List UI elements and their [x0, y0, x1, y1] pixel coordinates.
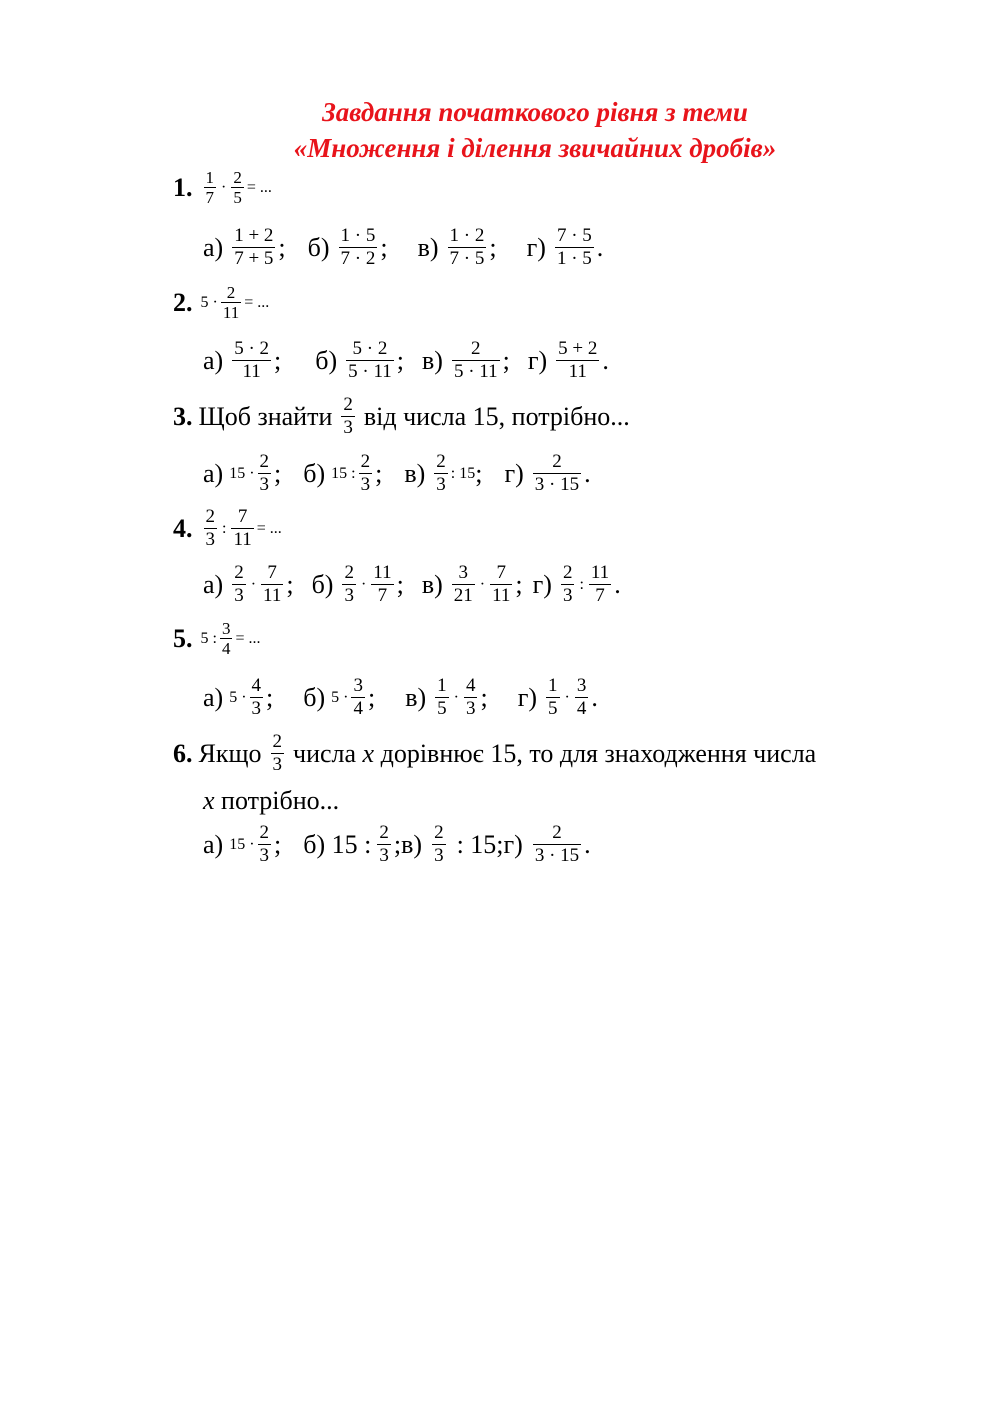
option-g-f1[interactable]: $\frac{1}{5}$	[548, 675, 558, 719]
option-g[interactable]: $\frac{2}{3 \cdot 15}$	[534, 451, 580, 495]
option-b[interactable]: $\frac{1 \cdot 5}{7 \cdot 2}$	[340, 225, 376, 269]
task-6-question: 6. Якщо $\frac{2}{3}$ числа x дорівнює 15, то для знаходження числа	[173, 731, 817, 775]
option-g-f2[interactable]: $\frac{11}{7}$	[590, 562, 610, 606]
task-5-question: 5. 5 : $\frac{3}{4}$ = ...	[173, 619, 261, 658]
task-2-options: а) $\frac{5 \cdot 2}{11}$ ; б) $\frac{5 \cdot 2}{5 \cdot 11}$ ; в) $\frac{2}{5 \cdot 11}$ ; г) $\frac{5 + 2}{11}$ .	[203, 338, 609, 382]
fraction: $\frac{7}{11}$	[233, 506, 252, 550]
option-b[interactable]: $\frac{3}{4}$	[353, 675, 363, 719]
task-3-options: а) 15 · $\frac{2}{3}$ ; б) 15 : $\frac{2}{3}$ ; в) $\frac{2}{3}$ : 15 ; г) $\frac{2}{3 \cdot 15}$ .	[203, 451, 591, 495]
option-v-f2[interactable]: $\frac{4}{3}$	[465, 675, 476, 719]
option-v-f1[interactable]: $\frac{3}{21}$	[453, 562, 473, 606]
option-g-f1[interactable]: $\frac{2}{3}$	[562, 562, 573, 606]
task-4-question: 4. $\frac{2}{3}$ : $\frac{7}{11}$ = ...	[173, 506, 282, 550]
option-g[interactable]: $\frac{2}{3 \cdot 15}$	[534, 822, 580, 866]
option-g[interactable]: $\frac{7 \cdot 5}{1 \cdot 5}$	[556, 225, 592, 269]
fraction: $\frac{2}{3}$	[272, 731, 282, 775]
fraction: $\frac{2}{3}$	[205, 506, 215, 550]
title-line-1: Завдання початкового рівня з теми	[322, 97, 748, 127]
task-1-options: а) $\frac{1 + 2}{7 + 5}$ ; б) $\frac{1 \cdot 5}{7 \cdot 2}$ ; в) $\frac{1 \cdot 2}{7 \cdot 5}$ ; г) $\frac{7 \cdot 5}{1 \cdot 5}$ .	[203, 225, 604, 269]
task-6-options: а) 15 · $\frac{2}{3}$ ; б) 15 : $\frac{2}{3}$ ;в) $\frac{2}{3}$ : 15;г) $\frac{2}{3 \cdot 15}$ .	[203, 822, 591, 866]
fraction: $\frac{2}{3}$	[343, 394, 353, 438]
task-6-question-cont: x потрібно...	[203, 786, 340, 815]
title-line-2: «Множення і ділення звичайних дробів»	[293, 133, 777, 163]
task-1-question: 1. $\frac{1}{7}$ · $\frac{2}{5}$ = ...	[173, 168, 272, 207]
option-v-f2[interactable]: $\frac{7}{11}$	[492, 562, 511, 606]
option-v[interactable]: $\frac{2}{3}$	[434, 822, 444, 866]
option-a[interactable]: $\frac{1 + 2}{7 + 5}$	[234, 225, 274, 269]
option-b-f1[interactable]: $\frac{2}{3}$	[344, 562, 354, 606]
option-a[interactable]: $\frac{2}{3}$	[259, 451, 270, 495]
option-v-f1[interactable]: $\frac{1}{5}$	[437, 675, 447, 719]
task-3-question: 3. Щоб знайти $\frac{2}{3}$ від числа 15, потрібно...	[173, 394, 630, 438]
option-a-f1[interactable]: $\frac{2}{3}$	[234, 562, 244, 606]
option-b[interactable]: $\frac{2}{3}$	[360, 451, 371, 495]
option-v[interactable]: $\frac{2}{3}$	[436, 451, 446, 495]
option-a[interactable]: $\frac{2}{3}$	[259, 822, 270, 866]
task-4-options: а) $\frac{2}{3}$ · $\frac{7}{11}$ ; б) $\frac{2}{3}$ · $\frac{11}{7}$ ; в) $\frac{3}{21}$ · $\frac{7}{11}$ ; г) $\frac{2}{3}$ : $\frac{11}{7}$ .	[203, 562, 621, 606]
option-a-f2[interactable]: $\frac{7}{11}$	[263, 562, 282, 606]
option-g[interactable]: $\frac{5 + 2}{11}$	[558, 338, 598, 382]
fraction: $\frac{3}{4}$	[221, 619, 231, 658]
option-a[interactable]: $\frac{5 \cdot 2}{11}$	[234, 338, 270, 382]
task-5-options: а) 5 · $\frac{4}{3}$ ; б) 5 · $\frac{3}{4}$ ; в) $\frac{1}{5}$ · $\frac{4}{3}$ ; г) $\frac{1}{5}$ · $\frac{3}{4}$ .	[203, 675, 598, 719]
option-v[interactable]: $\frac{1 \cdot 2}{7 \cdot 5}$	[449, 225, 485, 269]
fraction: $\frac{2}{5}$	[233, 168, 242, 207]
option-g-f2[interactable]: $\frac{3}{4}$	[576, 675, 587, 719]
option-b-f2[interactable]: $\frac{11}{7}$	[373, 562, 392, 606]
option-b[interactable]: $\frac{2}{3}$	[379, 822, 389, 866]
fraction: $\frac{2}{11}$	[222, 283, 240, 322]
option-v[interactable]: $\frac{2}{5 \cdot 11}$	[453, 338, 498, 382]
option-a[interactable]: $\frac{4}{3}$	[251, 675, 262, 719]
option-b[interactable]: $\frac{5 \cdot 2}{5 \cdot 11}$	[348, 338, 392, 382]
fraction: $\frac{1}{7}$	[205, 168, 214, 207]
task-2-question: 2. 5 · $\frac{2}{11}$ = ...	[173, 283, 270, 322]
